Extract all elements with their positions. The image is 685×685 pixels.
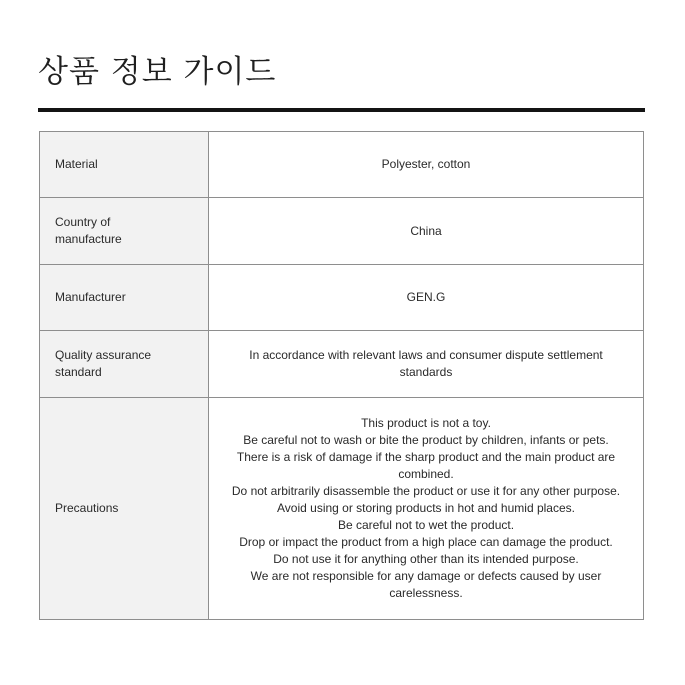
- precaution-item: Do not use it for anything other than its intended purpose.: [273, 552, 579, 566]
- row-label: Quality assurance standard: [40, 331, 209, 398]
- precaution-item: Drop or impact the product from a high place can damage the product.: [239, 535, 613, 549]
- precaution-item: There is a risk of damage if the sharp product and the main product are combined.: [236, 450, 616, 481]
- row-label: Country of manufacture: [40, 198, 209, 265]
- table-row-manufacturer: [40, 265, 644, 331]
- precautions-list: [209, 398, 644, 620]
- title-divider: [38, 108, 645, 112]
- table-row-material: [40, 132, 644, 198]
- product-info-table: [39, 131, 644, 620]
- precaution-item: Be careful not to wash or bite the product by children, infants or pets.: [243, 433, 609, 447]
- row-label: Material: [40, 132, 209, 198]
- row-label: Precautions: [40, 398, 209, 620]
- precaution-item: Avoid using or storing products in hot and humid places.: [277, 501, 575, 515]
- table-row-precautions: [40, 398, 644, 620]
- precaution-item: This product is not a toy.: [361, 416, 491, 430]
- page-title: 상품 정보 가이드: [38, 54, 277, 90]
- precaution-item: Do not arbitrarily disassemble the product or use it for any other purpose.: [231, 484, 621, 498]
- precaution-item: Be careful not to wet the product.: [337, 518, 515, 532]
- row-label: Manufacturer: [40, 265, 209, 331]
- table-row-country: [40, 198, 644, 265]
- row-value: China: [209, 198, 644, 265]
- table-row-quality-standard: [40, 331, 644, 398]
- row-value: GEN.G: [209, 265, 644, 331]
- row-value: Polyester, cotton: [209, 132, 644, 198]
- precaution-item: We are not responsible for any damage or defects caused by user carelessness.: [250, 569, 602, 600]
- row-value: In accordance with relevant laws and consumer dispute settlement standards: [209, 331, 644, 398]
